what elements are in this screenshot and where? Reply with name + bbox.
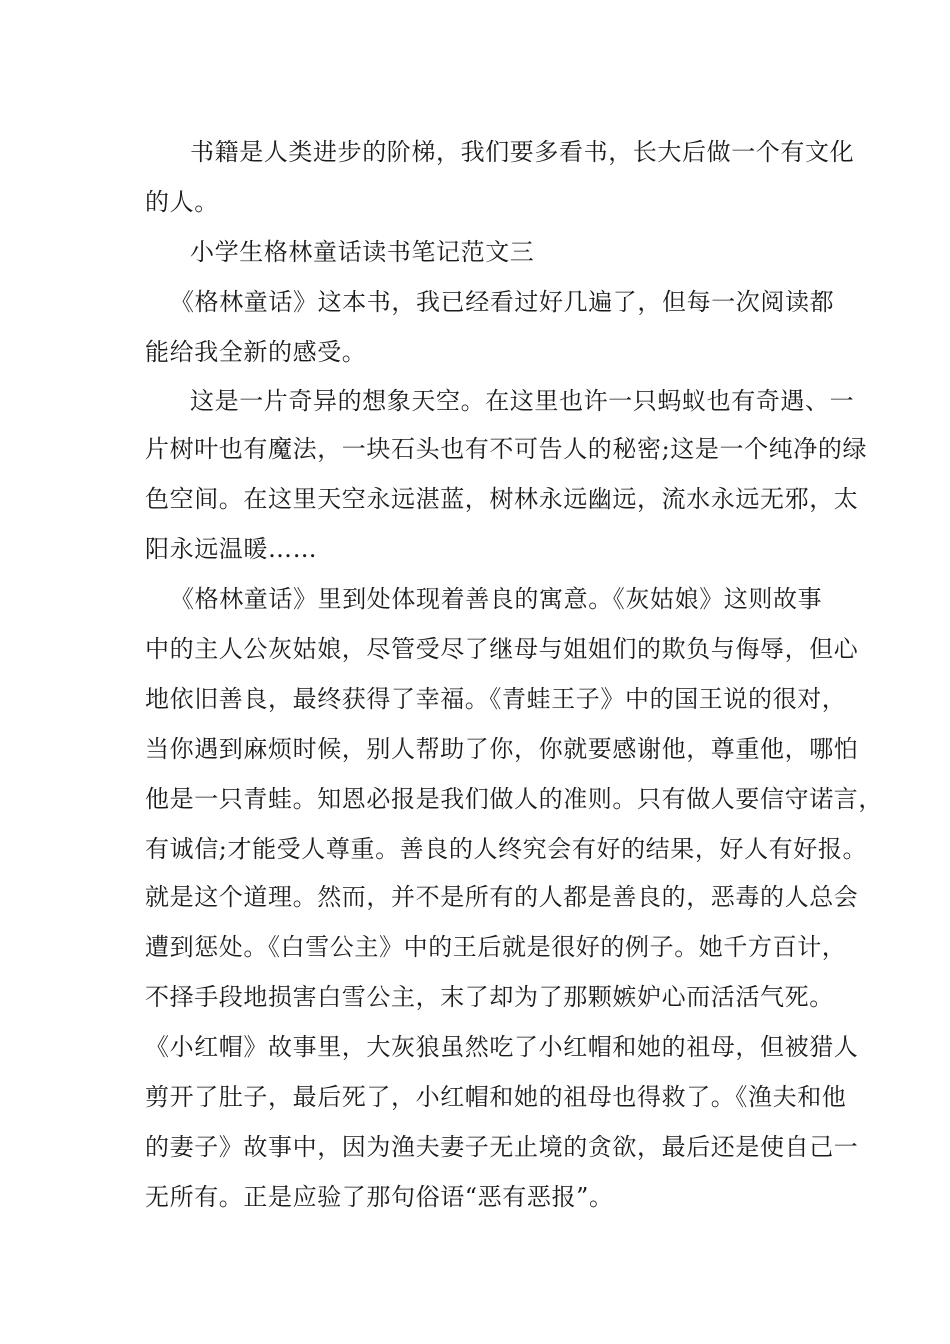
text-line: 书籍是人类进步的阶梯，我们要多看书，长大后做一个有文化 [190, 138, 855, 166]
text-line: 能给我全新的感受。 [145, 338, 367, 366]
text-line: 他是一只青蛙。知恩必报是我们做人的准则。只有做人要信守诺言， [145, 785, 883, 813]
text-line: 的人。 [145, 188, 219, 216]
text-line: 遭到惩处。《白雪公主》中的王后就是很好的例子。她千方百计， [145, 933, 847, 961]
text-line: 无所有。正是应验了那句俗语“恶有恶报”。 [145, 1183, 614, 1211]
text-line: 《格林童话》这本书，我已经看过好几遍了，但每一次阅读都 [170, 288, 835, 316]
text-line: 地依旧善良，最终获得了幸福。《青蛙王子》中的国王说的很对， [145, 685, 847, 713]
section-heading: 小学生格林童话读书笔记范文三 [190, 238, 535, 266]
text-line: 剪开了肚子，最后死了，小红帽和她的祖母也得救了。《渔夫和他 [145, 1083, 847, 1111]
text-line: 不择手段地损害白雪公主，末了却为了那颗嫉妒心而活活气死。 [145, 983, 834, 1011]
text-line: 的妻子》故事中，因为渔夫妻子无止境的贪欲，最后还是使自己一 [145, 1133, 859, 1161]
text-line: 《格林童话》里到处体现着善良的寓意。《灰姑娘》这则故事 [170, 585, 823, 613]
text-line: 就是这个道理。然而，并不是所有的人都是善良的，恶毒的人总会 [145, 883, 859, 911]
text-line: 有诚信;才能受人尊重。善良的人终究会有好的结果，好人有好报。 [145, 835, 868, 863]
text-line: 中的主人公灰姑娘，尽管受尽了继母与姐姐们的欺负与侮辱，但心 [145, 635, 859, 663]
text-line: 这是一片奇异的想象天空。在这里也许一只蚂蚁也有奇遇、一 [190, 387, 855, 415]
text-line: 当你遇到麻烦时候，别人帮助了你，你就要感谢他，尊重他，哪怕 [145, 735, 859, 763]
text-line: 色空间。在这里天空永远湛蓝，树林永远幽远，流水永远无邪，太 [145, 485, 859, 513]
text-line: 《小红帽》故事里，大灰狼虽然吃了小红帽和她的祖母，但被猎人 [145, 1033, 859, 1061]
text-line: 阳永远温暖…… [145, 535, 318, 563]
text-line: 片树叶也有魔法，一块石头也有不可告人的秘密;这是一个纯净的绿 [145, 435, 868, 463]
